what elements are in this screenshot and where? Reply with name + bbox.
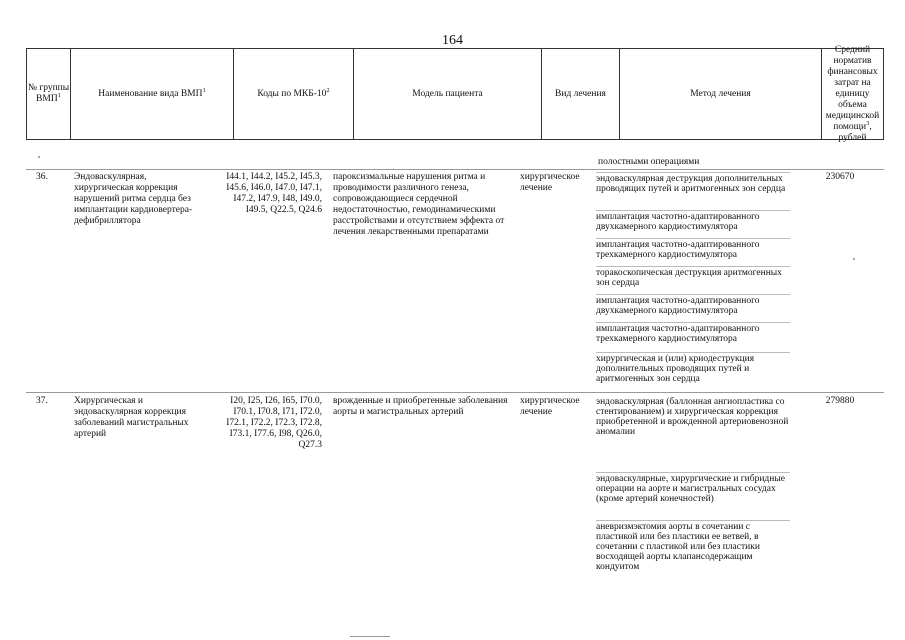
page-number: 164 [442, 33, 463, 48]
row-37-codes: I20, I25, I26, I65, I70.0, I70.1, I70.8, I71, I72.0, I72.1, I72.2, I72.3, I72.8, I73.1, I77.6, I98, Q26.0, Q27.3 [226, 396, 322, 450]
header-codes-label: Коды по МКБ-10 [257, 88, 327, 99]
header-name-sup: 1 [202, 86, 206, 94]
header-cost-sup: 3 [866, 119, 870, 127]
row-37-method: аневризмэктомия аорты в сочетании с пластикой или без пластики ее ветвей, в сочетании с пластикой или без пластики восходящей аорты клапансодержащим кондуитом [596, 520, 790, 572]
scan-speck [38, 156, 40, 158]
header-model-label: Модель пациента [412, 88, 483, 99]
header-cost-tail: , рублей [838, 121, 872, 143]
row-37-method: эндоваскулярная (баллонная ангиопластика со стентированием) и хирургическая коррекция приобретенной и врожденной артериовенозной аномалии [596, 397, 789, 437]
row-37-cost: 279880 [825, 396, 855, 406]
scan-artifact-line [350, 636, 390, 637]
header-group-label: № группы ВМП [27, 83, 70, 104]
header-group-sup: 1 [57, 91, 61, 99]
header-method-label: Метод лечения [690, 88, 751, 99]
row-36-codes: I44.1, I44.2, I45.2, I45.3, I45.6, I46.0, I47.0, I47.1, I47.2, I47.9, I48, I49.0, I49.5, Q22.5, Q24.6 [226, 172, 322, 215]
header-treatment-kind [542, 49, 620, 139]
row-36-method: торакоскопическая деструкция аритмогенных зон сердца [596, 266, 790, 288]
row-divider [26, 392, 884, 393]
header-group-number [27, 49, 71, 139]
row-36-method: имплантация частотно-адаптированного трехкамерного кардиостимулятора [596, 322, 790, 344]
header-codes-sup: 2 [326, 86, 330, 94]
row-37-name: Хирургическая и эндоваскулярная коррекция заболеваний магистральных артерий [74, 396, 189, 439]
row-divider [26, 169, 884, 170]
row-36-name: Эндоваскулярная, хирургическая коррекция нарушений ритма сердца без имплантации кардиовертера-дефибриллятора [74, 172, 193, 226]
header-kind-label: Вид лечения [555, 88, 606, 99]
header-patient-model [354, 49, 542, 139]
row-37-method: эндоваскулярные, хирургические и гибридные операции на аорте и магистральных сосудах (кроме артерий конечностей) [596, 472, 790, 504]
scan-speck [853, 258, 855, 260]
row-36-method: имплантация частотно-адаптированного двухкамерного кардиостимулятора [596, 210, 790, 232]
row-36-model: пароксизмальные нарушения ритма и проводимости различного генеза, сопровождающиеся сердечной недостаточностью, гемодинамическими расстройствами и отсутствием эффекта от лечения лекарственными препаратами [333, 172, 505, 237]
header-cost-label: Средний норматив финансовых затрат на единицу объема медицинской помощи [825, 44, 880, 132]
header-name-label: Наименование вида ВМП [98, 88, 203, 99]
row-36-kind: хирургическое лечение [520, 172, 580, 193]
header-average-cost [822, 44, 883, 143]
row-36-method: имплантация частотно-адаптированного трехкамерного кардиостимулятора [596, 238, 790, 260]
row-37-number: 37. [36, 396, 48, 406]
header-vmp-name [71, 49, 234, 139]
header-icd-codes [234, 49, 354, 139]
method-continuation: полостными операциями [598, 157, 700, 167]
row-36-method: эндоваскулярная деструкция дополнительных проводящих путей и аритмогенных зон сердца [596, 172, 790, 194]
header-treatment-method [620, 49, 822, 139]
row-37-kind: хирургическое лечение [520, 396, 580, 417]
row-36-method: хирургическая и (или) криодеструкция дополнительных проводящих путей и аритмогенных зон сердца [596, 352, 790, 384]
row-36-number: 36. [36, 172, 48, 182]
row-37-model: врожденные и приобретенные заболевания аорты и магистральных артерий [333, 396, 508, 417]
row-36-method: имплантация частотно-адаптированного двухкамерного кардиостимулятора [596, 294, 790, 316]
row-36-cost: 230670 [825, 172, 855, 182]
table-header [26, 44, 884, 143]
